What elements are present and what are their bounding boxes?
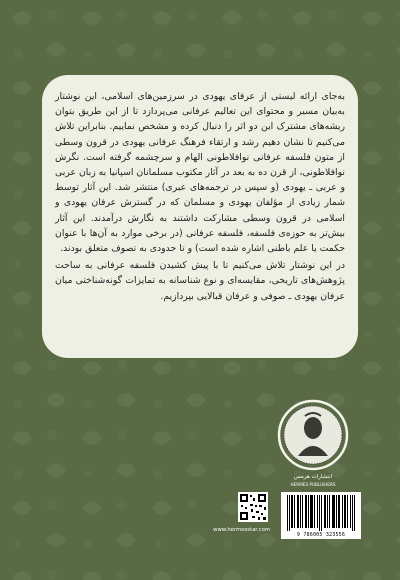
isbn-digits: 9 786005 323556 <box>281 532 361 539</box>
description-panel <box>42 75 358 358</box>
description-paragraph-1: به‌جای ارائه لیستی از عرفای یهودی در سرزمین‌های اسلامی، این نوشتار به‌بیان مسیر و محتوای این تعالیم عرفانی می‌پردازد تا از این طریق بتوان ریشه‌های مشترک این دو اثر را دنبال کرده و مشخص نماییم. بنابراین تلاش می‌کنیم تا نشان دهیم رشد و ارتقاء فرهنگ عرفانی یهودی در قرون وسطی از متون فلسفه عرفانی نوافلاطونی الهام و سرچشمه گرفته است. نگرش نوافلاطونی، از قرن ده به بعد در آثار مکتوب مسلمانان اسپانیا به زبان عربی و عربی ـ یهودی (و سپس در ترجمه‌های عبری) منتشر شد. این آثار توسط شمار زیادی از مؤلفان یهودی و مسلمان که در گسترش عرفان یهودی و اسلامی در قرون وسطی مشارکت داشتند به نگارش درآمدند. این آثار بیش‌تر به حوزه‌ی فلسفه، فلسفه عرفانی (در برخی موارد به آن‌ها با عنوان حکمت یا علم باطنی اشاره شده است) و تا حدودی به تصوف متعلق بودند. <box>55 91 345 255</box>
publisher-name-en: HERMES PUBLISHERS <box>290 482 336 487</box>
bust-portrait-seal-icon <box>276 398 350 476</box>
publisher-website: www.hermesstar.com <box>213 527 270 533</box>
description-paragraph-2: در این نوشتار تلاش می‌کنیم تا با پیش کشیدن فلسفه عرفانی به ساحت پژوهش‌های تاریخی، مقایسه‌ای و نوع شناسانه به تمایزات گونه‌شناختی میان عرفان یهودی ـ صوفی و عرفان قبالایی بپردازیم. <box>55 260 345 302</box>
qr-code <box>238 492 268 522</box>
publisher-name-fa: انتشارات هرمس <box>293 474 333 480</box>
isbn-barcode <box>281 492 361 532</box>
